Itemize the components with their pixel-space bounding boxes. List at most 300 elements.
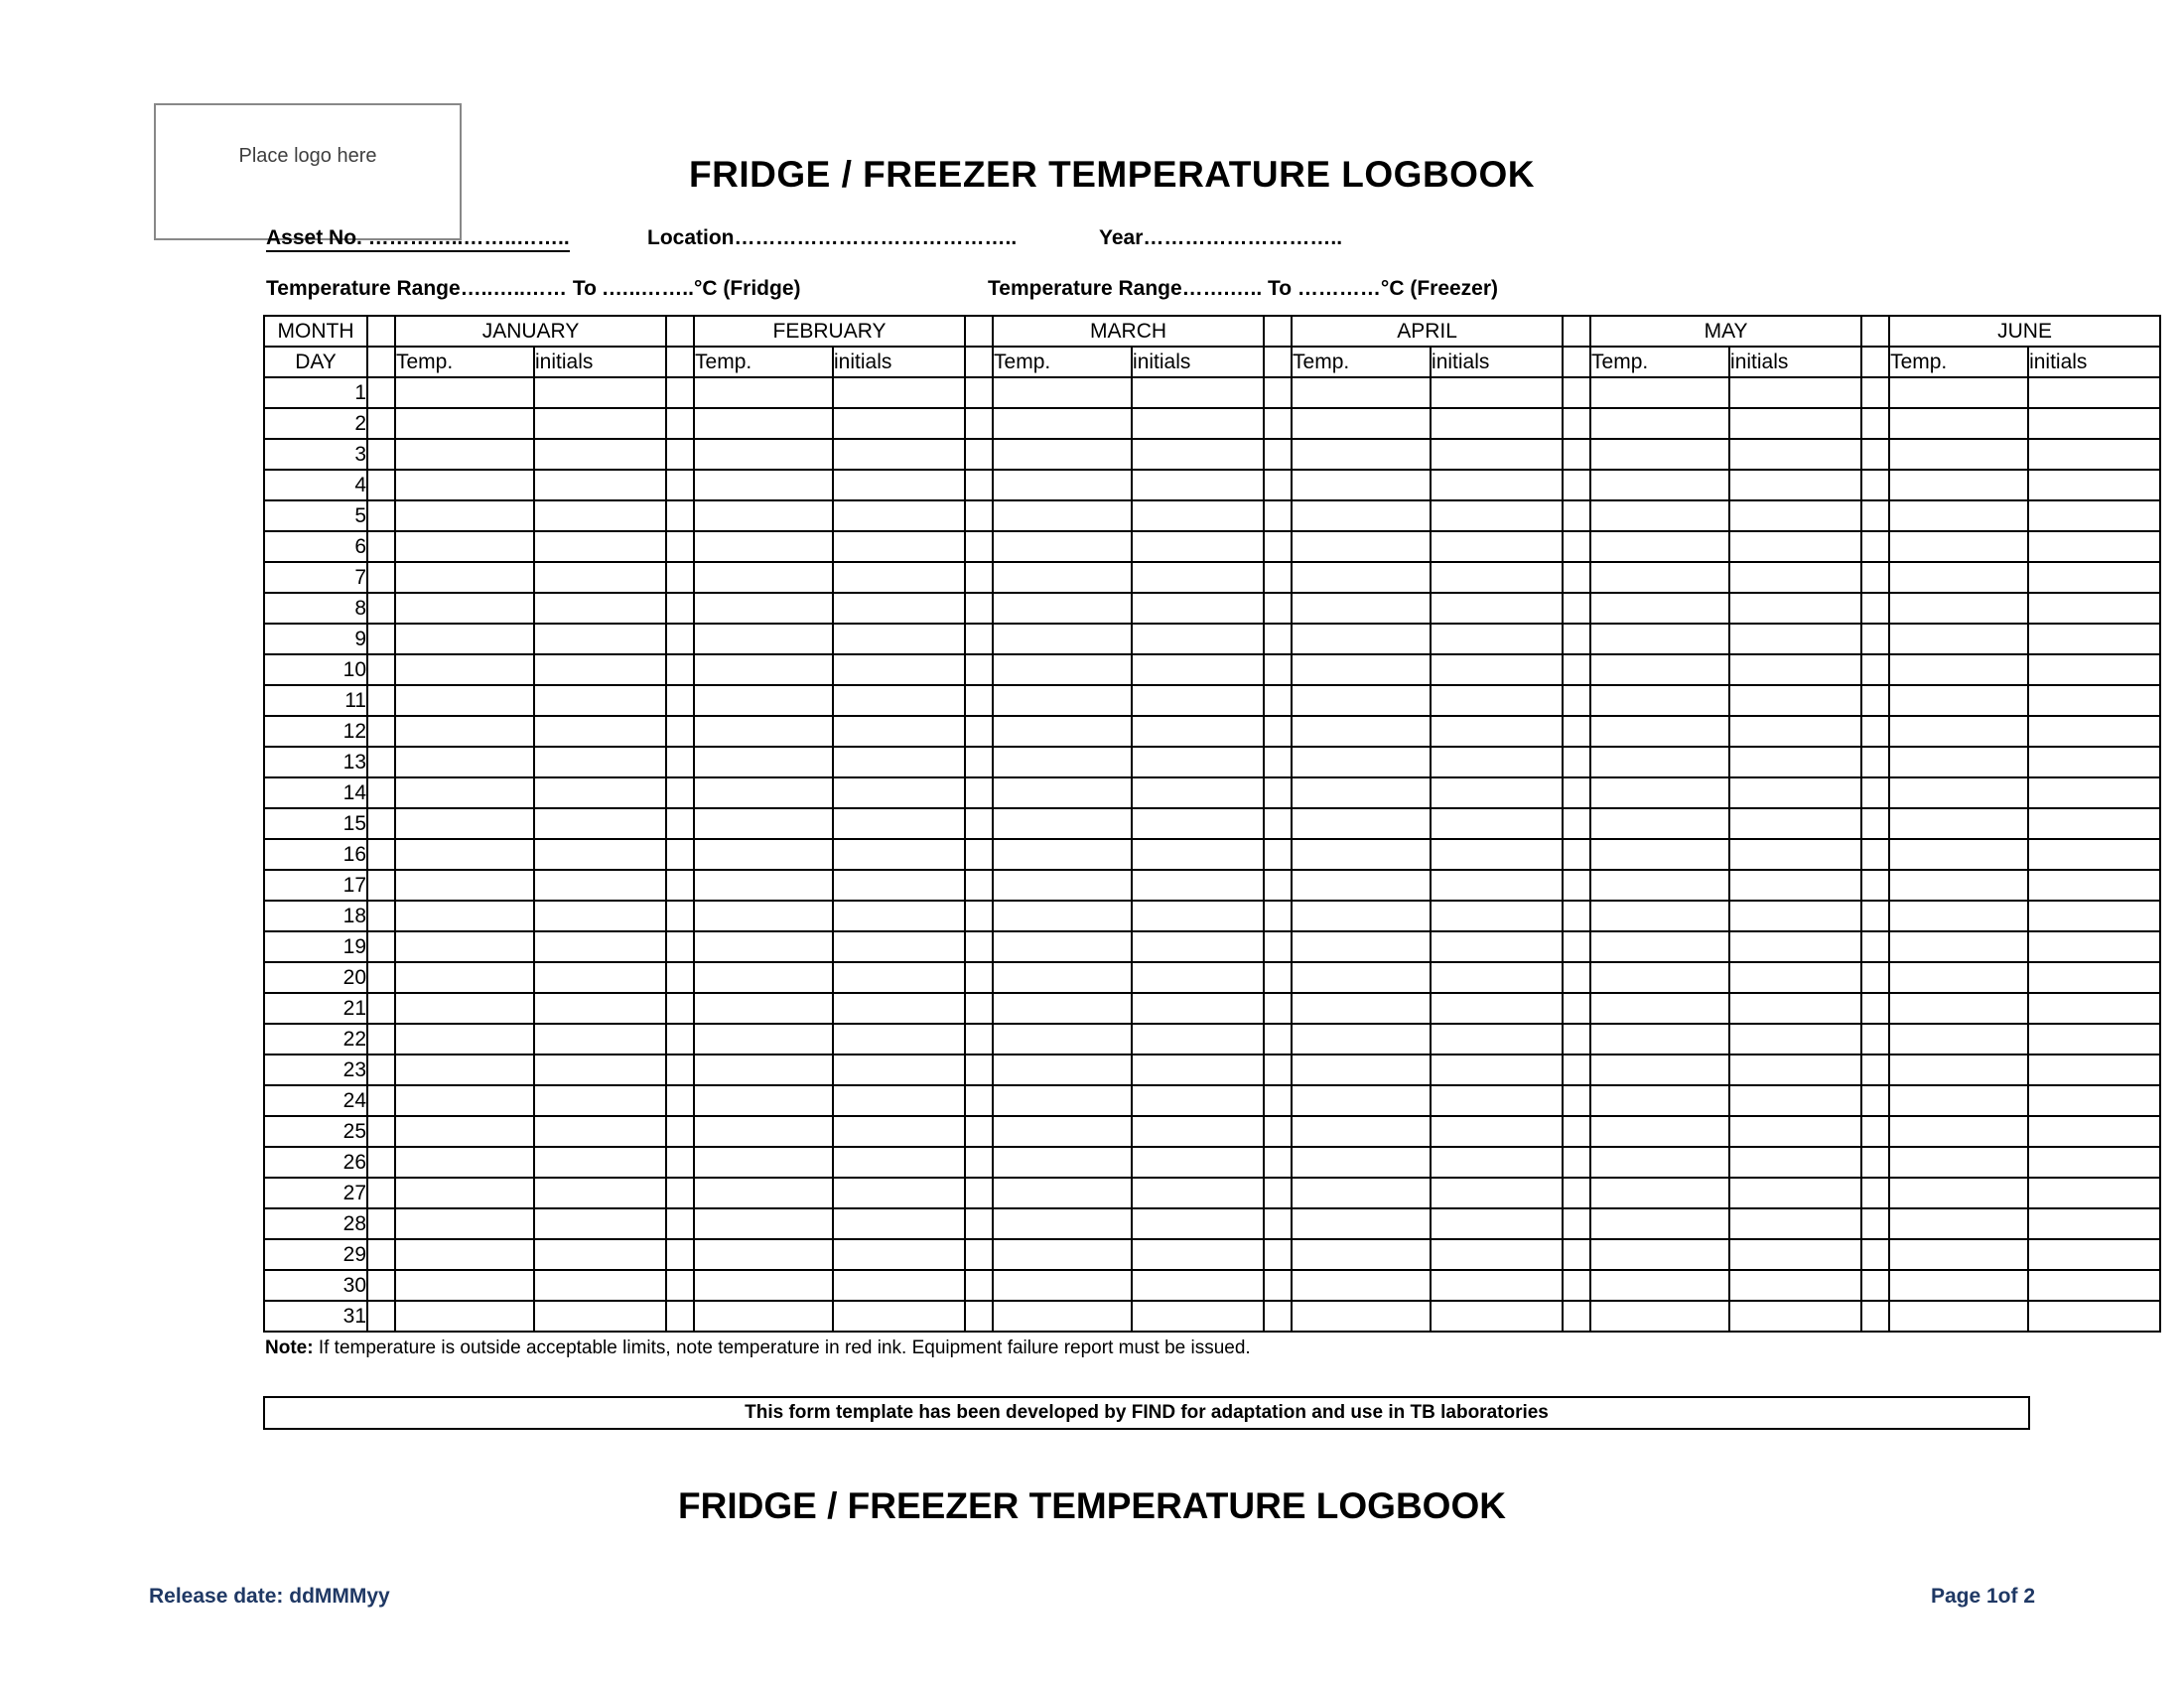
temp-entry-cell[interactable] [1590, 993, 1729, 1024]
temp-entry-cell[interactable] [1590, 870, 1729, 901]
temp-entry-cell[interactable] [694, 1085, 833, 1116]
temp-entry-cell[interactable] [1590, 1147, 1729, 1178]
initials-entry-cell[interactable] [534, 870, 666, 901]
temp-entry-cell[interactable] [1292, 1301, 1431, 1332]
initials-entry-cell[interactable] [2028, 1147, 2160, 1178]
temp-entry-cell[interactable] [1292, 1208, 1431, 1239]
initials-entry-cell[interactable] [1729, 993, 1861, 1024]
temp-entry-cell[interactable] [694, 1055, 833, 1085]
initials-entry-cell[interactable] [1132, 1270, 1264, 1301]
temp-entry-cell[interactable] [993, 593, 1132, 624]
initials-entry-cell[interactable] [1729, 1085, 1861, 1116]
temp-entry-cell[interactable] [1590, 439, 1729, 470]
initials-entry-cell[interactable] [1729, 808, 1861, 839]
initials-entry-cell[interactable] [2028, 993, 2160, 1024]
initials-entry-cell[interactable] [1729, 1055, 1861, 1085]
initials-entry-cell[interactable] [1729, 716, 1861, 747]
temp-entry-cell[interactable] [1590, 931, 1729, 962]
temp-entry-cell[interactable] [993, 962, 1132, 993]
temp-entry-cell[interactable] [1292, 685, 1431, 716]
initials-entry-cell[interactable] [534, 1270, 666, 1301]
initials-entry-cell[interactable] [1431, 1085, 1563, 1116]
initials-entry-cell[interactable] [1729, 962, 1861, 993]
temp-entry-cell[interactable] [395, 1147, 534, 1178]
temp-entry-cell[interactable] [694, 747, 833, 777]
initials-entry-cell[interactable] [1132, 439, 1264, 470]
initials-entry-cell[interactable] [1132, 1178, 1264, 1208]
temp-entry-cell[interactable] [1292, 531, 1431, 562]
initials-entry-cell[interactable] [2028, 1239, 2160, 1270]
temp-entry-cell[interactable] [1292, 716, 1431, 747]
initials-entry-cell[interactable] [833, 1024, 965, 1055]
initials-entry-cell[interactable] [1132, 1301, 1264, 1332]
temp-entry-cell[interactable] [1590, 962, 1729, 993]
temp-entry-cell[interactable] [1292, 808, 1431, 839]
temp-entry-cell[interactable] [993, 1239, 1132, 1270]
temp-entry-cell[interactable] [395, 716, 534, 747]
temp-entry-cell[interactable] [395, 870, 534, 901]
temp-entry-cell[interactable] [1590, 408, 1729, 439]
temp-entry-cell[interactable] [993, 747, 1132, 777]
initials-entry-cell[interactable] [1431, 747, 1563, 777]
temperature-range-fridge-field[interactable]: Temperature Range…..…..…… To .…..……..°C (Fridge) [266, 277, 801, 300]
temp-entry-cell[interactable] [395, 593, 534, 624]
temp-entry-cell[interactable] [395, 531, 534, 562]
temp-entry-cell[interactable] [1292, 408, 1431, 439]
temp-entry-cell[interactable] [395, 1208, 534, 1239]
initials-entry-cell[interactable] [833, 962, 965, 993]
initials-entry-cell[interactable] [534, 1301, 666, 1332]
temp-entry-cell[interactable] [993, 1024, 1132, 1055]
temp-entry-cell[interactable] [1889, 408, 2028, 439]
initials-entry-cell[interactable] [833, 562, 965, 593]
temp-entry-cell[interactable] [694, 839, 833, 870]
initials-entry-cell[interactable] [1431, 870, 1563, 901]
initials-entry-cell[interactable] [2028, 808, 2160, 839]
initials-entry-cell[interactable] [1431, 1147, 1563, 1178]
initials-entry-cell[interactable] [833, 1239, 965, 1270]
initials-entry-cell[interactable] [1729, 1270, 1861, 1301]
initials-entry-cell[interactable] [833, 1178, 965, 1208]
initials-entry-cell[interactable] [534, 808, 666, 839]
initials-entry-cell[interactable] [2028, 377, 2160, 408]
initials-entry-cell[interactable] [833, 1270, 965, 1301]
temp-entry-cell[interactable] [1590, 839, 1729, 870]
initials-entry-cell[interactable] [2028, 931, 2160, 962]
temp-entry-cell[interactable] [993, 839, 1132, 870]
temp-entry-cell[interactable] [1889, 777, 2028, 808]
temp-entry-cell[interactable] [1889, 1116, 2028, 1147]
temp-entry-cell[interactable] [1590, 685, 1729, 716]
temp-entry-cell[interactable] [1889, 439, 2028, 470]
temp-entry-cell[interactable] [1889, 870, 2028, 901]
initials-entry-cell[interactable] [1729, 1301, 1861, 1332]
temp-entry-cell[interactable] [1889, 1147, 2028, 1178]
temp-entry-cell[interactable] [1292, 870, 1431, 901]
temp-entry-cell[interactable] [694, 1301, 833, 1332]
initials-entry-cell[interactable] [1431, 716, 1563, 747]
initials-entry-cell[interactable] [1431, 1024, 1563, 1055]
initials-entry-cell[interactable] [534, 685, 666, 716]
initials-entry-cell[interactable] [833, 808, 965, 839]
temp-entry-cell[interactable] [1889, 901, 2028, 931]
initials-entry-cell[interactable] [1431, 531, 1563, 562]
temp-entry-cell[interactable] [1292, 901, 1431, 931]
initials-entry-cell[interactable] [1431, 377, 1563, 408]
initials-entry-cell[interactable] [2028, 1055, 2160, 1085]
temp-entry-cell[interactable] [1889, 1055, 2028, 1085]
initials-entry-cell[interactable] [1132, 531, 1264, 562]
temp-entry-cell[interactable] [993, 531, 1132, 562]
initials-entry-cell[interactable] [833, 870, 965, 901]
temp-entry-cell[interactable] [395, 1024, 534, 1055]
temp-entry-cell[interactable] [1590, 808, 1729, 839]
initials-entry-cell[interactable] [534, 1024, 666, 1055]
initials-entry-cell[interactable] [833, 993, 965, 1024]
temp-entry-cell[interactable] [993, 716, 1132, 747]
initials-entry-cell[interactable] [2028, 654, 2160, 685]
initials-entry-cell[interactable] [1431, 839, 1563, 870]
temp-entry-cell[interactable] [1292, 562, 1431, 593]
initials-entry-cell[interactable] [833, 931, 965, 962]
initials-entry-cell[interactable] [1132, 870, 1264, 901]
temp-entry-cell[interactable] [1889, 654, 2028, 685]
initials-entry-cell[interactable] [534, 500, 666, 531]
temp-entry-cell[interactable] [993, 901, 1132, 931]
temp-entry-cell[interactable] [993, 654, 1132, 685]
temp-entry-cell[interactable] [1889, 1085, 2028, 1116]
initials-entry-cell[interactable] [534, 408, 666, 439]
initials-entry-cell[interactable] [1132, 931, 1264, 962]
initials-entry-cell[interactable] [1431, 1270, 1563, 1301]
initials-entry-cell[interactable] [2028, 870, 2160, 901]
temp-entry-cell[interactable] [993, 931, 1132, 962]
initials-entry-cell[interactable] [1132, 993, 1264, 1024]
temp-entry-cell[interactable] [993, 470, 1132, 500]
initials-entry-cell[interactable] [1132, 1147, 1264, 1178]
initials-entry-cell[interactable] [1729, 901, 1861, 931]
initials-entry-cell[interactable] [1729, 747, 1861, 777]
temp-entry-cell[interactable] [1889, 531, 2028, 562]
temp-entry-cell[interactable] [1889, 808, 2028, 839]
initials-entry-cell[interactable] [1132, 1085, 1264, 1116]
initials-entry-cell[interactable] [1431, 1208, 1563, 1239]
temp-entry-cell[interactable] [993, 1147, 1132, 1178]
temp-entry-cell[interactable] [395, 654, 534, 685]
initials-entry-cell[interactable] [833, 747, 965, 777]
temp-entry-cell[interactable] [395, 624, 534, 654]
temp-entry-cell[interactable] [395, 1116, 534, 1147]
initials-entry-cell[interactable] [1729, 531, 1861, 562]
initials-entry-cell[interactable] [1132, 747, 1264, 777]
temp-entry-cell[interactable] [1889, 1239, 2028, 1270]
initials-entry-cell[interactable] [833, 1116, 965, 1147]
initials-entry-cell[interactable] [534, 1239, 666, 1270]
initials-entry-cell[interactable] [833, 1208, 965, 1239]
temp-entry-cell[interactable] [993, 439, 1132, 470]
initials-entry-cell[interactable] [1132, 1208, 1264, 1239]
initials-entry-cell[interactable] [1431, 593, 1563, 624]
temp-entry-cell[interactable] [395, 993, 534, 1024]
initials-entry-cell[interactable] [833, 408, 965, 439]
temp-entry-cell[interactable] [1590, 1239, 1729, 1270]
temp-entry-cell[interactable] [993, 993, 1132, 1024]
temp-entry-cell[interactable] [993, 808, 1132, 839]
temp-entry-cell[interactable] [1292, 439, 1431, 470]
initials-entry-cell[interactable] [1132, 962, 1264, 993]
temp-entry-cell[interactable] [395, 685, 534, 716]
initials-entry-cell[interactable] [1132, 562, 1264, 593]
temp-entry-cell[interactable] [993, 685, 1132, 716]
initials-entry-cell[interactable] [2028, 1270, 2160, 1301]
temp-entry-cell[interactable] [1889, 1178, 2028, 1208]
initials-entry-cell[interactable] [1431, 1301, 1563, 1332]
temp-entry-cell[interactable] [694, 1147, 833, 1178]
temp-entry-cell[interactable] [395, 1239, 534, 1270]
temp-entry-cell[interactable] [395, 901, 534, 931]
initials-entry-cell[interactable] [2028, 685, 2160, 716]
initials-entry-cell[interactable] [534, 1055, 666, 1085]
temp-entry-cell[interactable] [1889, 562, 2028, 593]
temp-entry-cell[interactable] [1889, 470, 2028, 500]
initials-entry-cell[interactable] [2028, 562, 2160, 593]
asset-no-field[interactable] [266, 226, 570, 250]
temp-entry-cell[interactable] [1889, 1208, 2028, 1239]
temp-entry-cell[interactable] [1590, 1208, 1729, 1239]
initials-entry-cell[interactable] [1729, 777, 1861, 808]
temp-entry-cell[interactable] [1889, 931, 2028, 962]
initials-entry-cell[interactable] [833, 624, 965, 654]
initials-entry-cell[interactable] [2028, 439, 2160, 470]
initials-entry-cell[interactable] [1132, 1024, 1264, 1055]
initials-entry-cell[interactable] [534, 777, 666, 808]
initials-entry-cell[interactable] [833, 500, 965, 531]
initials-entry-cell[interactable] [2028, 1116, 2160, 1147]
temp-entry-cell[interactable] [1590, 624, 1729, 654]
initials-entry-cell[interactable] [2028, 1178, 2160, 1208]
temp-entry-cell[interactable] [1292, 624, 1431, 654]
initials-entry-cell[interactable] [1729, 500, 1861, 531]
temp-entry-cell[interactable] [1889, 685, 2028, 716]
temp-entry-cell[interactable] [993, 500, 1132, 531]
initials-entry-cell[interactable] [2028, 747, 2160, 777]
temp-entry-cell[interactable] [395, 408, 534, 439]
temp-entry-cell[interactable] [1292, 931, 1431, 962]
initials-entry-cell[interactable] [1132, 1116, 1264, 1147]
initials-entry-cell[interactable] [2028, 1301, 2160, 1332]
initials-entry-cell[interactable] [1729, 470, 1861, 500]
initials-entry-cell[interactable] [1431, 1116, 1563, 1147]
temp-entry-cell[interactable] [395, 1270, 534, 1301]
initials-entry-cell[interactable] [1132, 808, 1264, 839]
temp-entry-cell[interactable] [993, 1085, 1132, 1116]
temp-entry-cell[interactable] [694, 439, 833, 470]
initials-entry-cell[interactable] [1729, 593, 1861, 624]
initials-entry-cell[interactable] [534, 1208, 666, 1239]
initials-entry-cell[interactable] [2028, 531, 2160, 562]
temp-entry-cell[interactable] [993, 1270, 1132, 1301]
initials-entry-cell[interactable] [833, 1147, 965, 1178]
temp-entry-cell[interactable] [1292, 747, 1431, 777]
temp-entry-cell[interactable] [1590, 1270, 1729, 1301]
temp-entry-cell[interactable] [1590, 1055, 1729, 1085]
temp-entry-cell[interactable] [395, 1178, 534, 1208]
initials-entry-cell[interactable] [833, 1301, 965, 1332]
temp-entry-cell[interactable] [1292, 470, 1431, 500]
initials-entry-cell[interactable] [1431, 962, 1563, 993]
initials-entry-cell[interactable] [1431, 562, 1563, 593]
temp-entry-cell[interactable] [993, 1178, 1132, 1208]
initials-entry-cell[interactable] [534, 624, 666, 654]
initials-entry-cell[interactable] [1729, 624, 1861, 654]
initials-entry-cell[interactable] [833, 685, 965, 716]
initials-entry-cell[interactable] [534, 593, 666, 624]
temp-entry-cell[interactable] [694, 962, 833, 993]
temp-entry-cell[interactable] [395, 808, 534, 839]
temp-entry-cell[interactable] [694, 654, 833, 685]
initials-entry-cell[interactable] [833, 716, 965, 747]
temp-entry-cell[interactable] [1590, 1024, 1729, 1055]
temp-entry-cell[interactable] [1292, 962, 1431, 993]
temp-entry-cell[interactable] [1590, 1178, 1729, 1208]
initials-entry-cell[interactable] [833, 593, 965, 624]
temp-entry-cell[interactable] [395, 1085, 534, 1116]
temp-entry-cell[interactable] [694, 993, 833, 1024]
initials-entry-cell[interactable] [2028, 1085, 2160, 1116]
temp-entry-cell[interactable] [1292, 1178, 1431, 1208]
temp-entry-cell[interactable] [694, 685, 833, 716]
temp-entry-cell[interactable] [395, 839, 534, 870]
temp-entry-cell[interactable] [1889, 624, 2028, 654]
temp-entry-cell[interactable] [1292, 377, 1431, 408]
initials-entry-cell[interactable] [1132, 593, 1264, 624]
temp-entry-cell[interactable] [1590, 777, 1729, 808]
initials-entry-cell[interactable] [1431, 931, 1563, 962]
initials-entry-cell[interactable] [534, 1085, 666, 1116]
temp-entry-cell[interactable] [694, 500, 833, 531]
temp-entry-cell[interactable] [1292, 1085, 1431, 1116]
temp-entry-cell[interactable] [395, 500, 534, 531]
temp-entry-cell[interactable] [1889, 993, 2028, 1024]
temp-entry-cell[interactable] [993, 624, 1132, 654]
initials-entry-cell[interactable] [2028, 593, 2160, 624]
initials-entry-cell[interactable] [1729, 377, 1861, 408]
initials-entry-cell[interactable] [1431, 1239, 1563, 1270]
initials-entry-cell[interactable] [833, 439, 965, 470]
temp-entry-cell[interactable] [1292, 1116, 1431, 1147]
temp-entry-cell[interactable] [1590, 747, 1729, 777]
temp-entry-cell[interactable] [694, 1178, 833, 1208]
initials-entry-cell[interactable] [1729, 685, 1861, 716]
temp-entry-cell[interactable] [1590, 562, 1729, 593]
temp-entry-cell[interactable] [993, 1301, 1132, 1332]
temp-entry-cell[interactable] [694, 1208, 833, 1239]
initials-entry-cell[interactable] [1431, 408, 1563, 439]
initials-entry-cell[interactable] [1729, 654, 1861, 685]
temp-entry-cell[interactable] [1590, 1085, 1729, 1116]
initials-entry-cell[interactable] [1431, 500, 1563, 531]
temp-entry-cell[interactable] [694, 377, 833, 408]
initials-entry-cell[interactable] [1729, 1024, 1861, 1055]
initials-entry-cell[interactable] [534, 439, 666, 470]
temp-entry-cell[interactable] [1590, 500, 1729, 531]
initials-entry-cell[interactable] [1729, 1178, 1861, 1208]
initials-entry-cell[interactable] [534, 377, 666, 408]
initials-entry-cell[interactable] [2028, 500, 2160, 531]
initials-entry-cell[interactable] [534, 654, 666, 685]
initials-entry-cell[interactable] [534, 962, 666, 993]
initials-entry-cell[interactable] [2028, 962, 2160, 993]
initials-entry-cell[interactable] [1729, 870, 1861, 901]
initials-entry-cell[interactable] [2028, 1024, 2160, 1055]
temp-entry-cell[interactable] [1292, 1024, 1431, 1055]
initials-entry-cell[interactable] [1431, 685, 1563, 716]
initials-entry-cell[interactable] [833, 777, 965, 808]
initials-entry-cell[interactable] [833, 1085, 965, 1116]
temp-entry-cell[interactable] [1292, 777, 1431, 808]
initials-entry-cell[interactable] [1729, 408, 1861, 439]
temp-entry-cell[interactable] [694, 716, 833, 747]
initials-entry-cell[interactable] [1729, 931, 1861, 962]
year-field[interactable]: Year……………………….. [1099, 226, 1343, 249]
initials-entry-cell[interactable] [534, 1147, 666, 1178]
temp-entry-cell[interactable] [1889, 747, 2028, 777]
initials-entry-cell[interactable] [2028, 470, 2160, 500]
initials-entry-cell[interactable] [1431, 654, 1563, 685]
initials-entry-cell[interactable] [1132, 624, 1264, 654]
temp-entry-cell[interactable] [395, 439, 534, 470]
temp-entry-cell[interactable] [1292, 1239, 1431, 1270]
initials-entry-cell[interactable] [833, 470, 965, 500]
temp-entry-cell[interactable] [395, 470, 534, 500]
initials-entry-cell[interactable] [1729, 1116, 1861, 1147]
temp-entry-cell[interactable] [694, 1116, 833, 1147]
temp-entry-cell[interactable] [1889, 1024, 2028, 1055]
temperature-range-freezer-field[interactable]: Temperature Range…….….. To …………°C (Freezer) [988, 277, 1499, 300]
initials-entry-cell[interactable] [1431, 439, 1563, 470]
initials-entry-cell[interactable] [1431, 1178, 1563, 1208]
temp-entry-cell[interactable] [1590, 593, 1729, 624]
temp-entry-cell[interactable] [1590, 716, 1729, 747]
temp-entry-cell[interactable] [1292, 500, 1431, 531]
temp-entry-cell[interactable] [1292, 593, 1431, 624]
temp-entry-cell[interactable] [993, 1055, 1132, 1085]
initials-entry-cell[interactable] [1729, 562, 1861, 593]
initials-entry-cell[interactable] [1132, 716, 1264, 747]
initials-entry-cell[interactable] [1431, 1055, 1563, 1085]
initials-entry-cell[interactable] [1132, 470, 1264, 500]
initials-entry-cell[interactable] [534, 931, 666, 962]
initials-entry-cell[interactable] [534, 747, 666, 777]
initials-entry-cell[interactable] [2028, 716, 2160, 747]
temp-entry-cell[interactable] [1889, 1301, 2028, 1332]
temp-entry-cell[interactable] [395, 931, 534, 962]
temp-entry-cell[interactable] [1889, 500, 2028, 531]
initials-entry-cell[interactable] [1431, 808, 1563, 839]
temp-entry-cell[interactable] [395, 747, 534, 777]
initials-entry-cell[interactable] [1132, 1239, 1264, 1270]
temp-entry-cell[interactable] [1590, 377, 1729, 408]
temp-entry-cell[interactable] [395, 562, 534, 593]
initials-entry-cell[interactable] [833, 1055, 965, 1085]
initials-entry-cell[interactable] [833, 901, 965, 931]
temp-entry-cell[interactable] [694, 1270, 833, 1301]
initials-entry-cell[interactable] [534, 839, 666, 870]
temp-entry-cell[interactable] [1590, 1301, 1729, 1332]
temp-entry-cell[interactable] [1889, 377, 2028, 408]
initials-entry-cell[interactable] [2028, 777, 2160, 808]
initials-entry-cell[interactable] [1729, 439, 1861, 470]
